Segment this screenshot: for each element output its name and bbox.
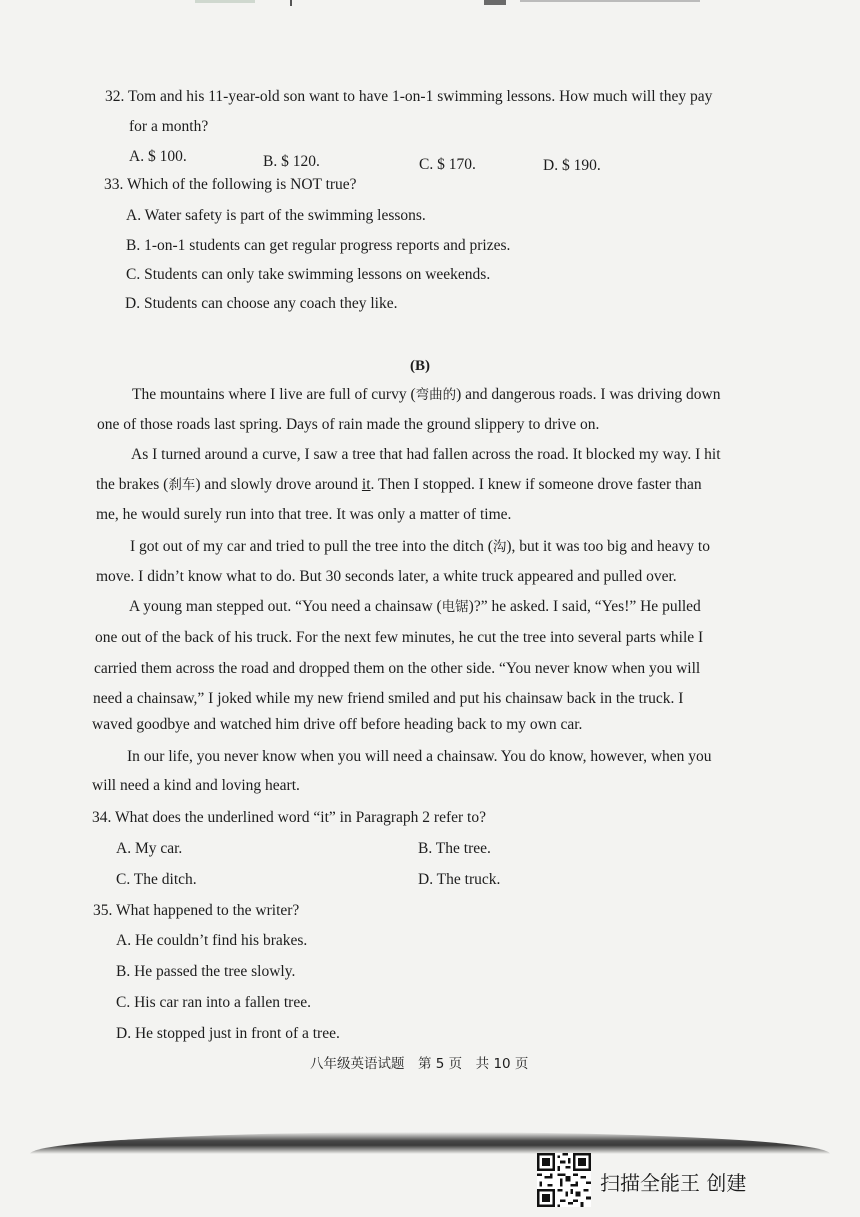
q32-option-c: C. $ 170. [419, 156, 476, 173]
q34-stem: 34. What does the underlined word “it” in Paragraph 2 refer to? [92, 809, 486, 826]
q33-option-d: D. Students can choose any coach they like. [125, 295, 398, 312]
underlined-it: it [361, 476, 371, 493]
q34-option-d: D. The truck. [418, 871, 501, 888]
q34-option-a: A. My car. [116, 840, 183, 857]
passage-p4-line3: carried them across the road and dropped them on the other side. “You never know when you will [94, 660, 701, 677]
passage-p1-line2: one of those roads last spring. Days of rain made the ground slippery to drive on. [97, 416, 600, 433]
q33-stem: 33. Which of the following is NOT true? [104, 176, 357, 193]
passage-p4-line1: A young man stepped out. “You need a chainsaw (电锯)?” he asked. I said, “Yes!” He pulled [129, 598, 701, 615]
scan-edge-marks [0, 0, 860, 8]
q34-option-c: C. The ditch. [116, 871, 197, 888]
qr-code-icon [537, 1153, 591, 1207]
passage-p4-line4: need a chainsaw,” I joked while my new friend smiled and put his chainsaw back in the truck. I [93, 690, 684, 707]
q32-option-a: A. $ 100. [129, 148, 187, 165]
scan-shadow [30, 1132, 830, 1154]
scanner-watermark: 扫描全能王 创建 [600, 1171, 747, 1195]
q32-option-d: D. $ 190. [543, 157, 601, 174]
passage-p3-line1: I got out of my car and tried to pull the tree into the ditch (沟), but it was too big and heavy to [130, 538, 710, 555]
q33-option-a: A. Water safety is part of the swimming lessons. [126, 207, 426, 224]
q32-stem-line2: for a month? [129, 118, 209, 135]
section-b-title: (B) [410, 358, 430, 374]
q35-stem: 35. What happened to the writer? [93, 902, 300, 919]
q32-stem-line1: 32. Tom and his 11-year-old son want to have 1-on-1 swimming lessons. How much will they pay [105, 88, 713, 105]
passage-p2-line3: me, he would surely run into that tree. It was only a matter of time. [96, 506, 512, 523]
q33-option-c: C. Students can only take swimming lessons on weekends. [126, 266, 491, 283]
q32-option-b: B. $ 120. [263, 153, 320, 170]
passage-p4-line2: one out of the back of his truck. For the next few minutes, he cut the tree into several parts while I [95, 629, 704, 646]
passage-p1-line1: The mountains where I live are full of curvy (弯曲的) and dangerous roads. I was driving down [132, 386, 721, 403]
q33-option-b: B. 1-on-1 students can get regular progress reports and prizes. [126, 237, 511, 254]
q34-option-b: B. The tree. [418, 840, 491, 857]
passage-p2-line2: the brakes (刹车) and slowly drove around it. Then I stopped. I knew if someone drove faster than [96, 476, 702, 493]
passage-p3-line2: move. I didn’t know what to do. But 30 seconds later, a white truck appeared and pulled over. [96, 568, 677, 585]
q35-option-b: B. He passed the tree slowly. [116, 963, 296, 980]
passage-p2-line1: As I turned around a curve, I saw a tree that had fallen across the road. It blocked my way. I hit [131, 446, 721, 463]
passage-p4-line5: waved goodbye and watched him drive off before heading back to my own car. [92, 716, 583, 733]
q35-option-a: A. He couldn’t find his brakes. [116, 932, 308, 949]
passage-p5-line1: In our life, you never know when you will need a chainsaw. You do know, however, when you [127, 748, 712, 765]
page-footer: 八年级英语试题 第 5 页 共 10 页 [310, 1056, 529, 1072]
q35-option-c: C. His car ran into a fallen tree. [116, 994, 311, 1011]
passage-p5-line2: will need a kind and loving heart. [92, 777, 300, 794]
q35-option-d: D. He stopped just in front of a tree. [116, 1025, 340, 1042]
